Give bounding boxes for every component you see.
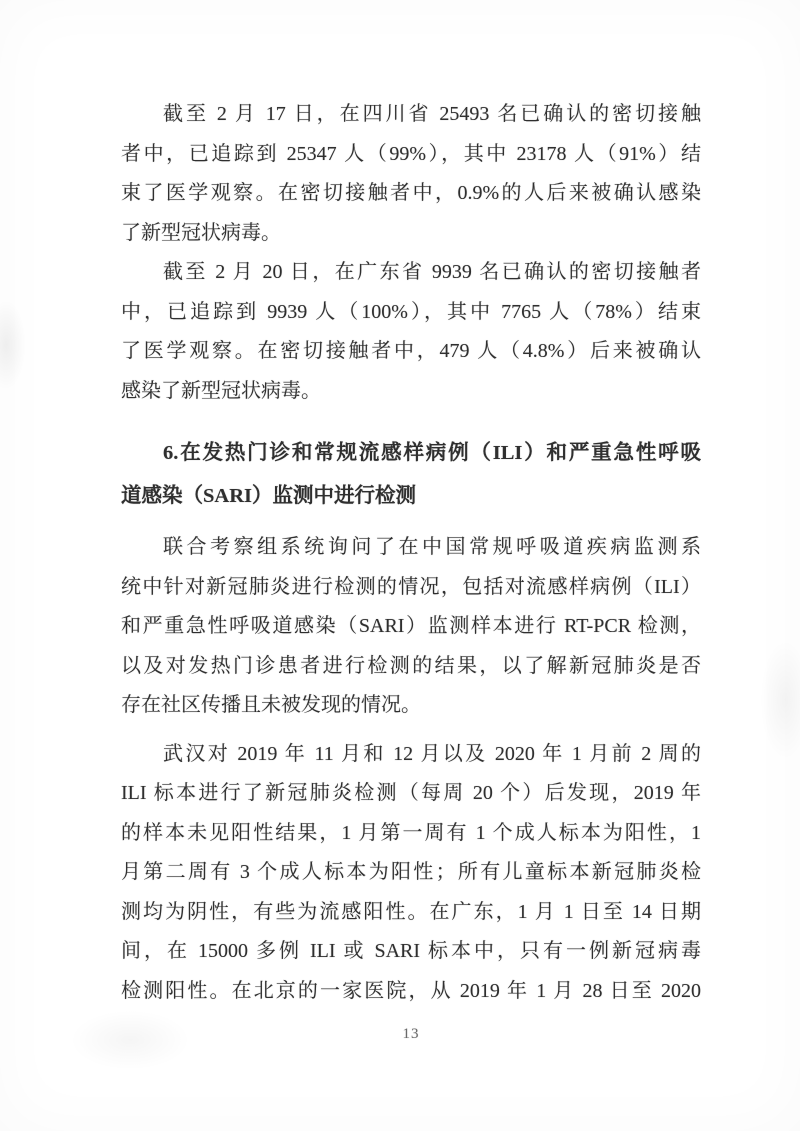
text-line: 间，在 15000 多例 ILI 或 SARI 标本中，只有一例新冠病毒 bbox=[121, 940, 701, 962]
paragraph-surveillance-testing bbox=[121, 528, 701, 726]
text-line: 联合考察组系统询问了在中国常规呼吸道疾病监测系 bbox=[163, 536, 701, 558]
text-line: 武汉对 2019 年 11 月和 12 月以及 2020 年 1 月前 2 周的 bbox=[163, 742, 701, 765]
text-line: 截至 2 月 20 日，在广东省 9939 名已确认的密切接触者 bbox=[163, 261, 701, 283]
page-content bbox=[121, 95, 701, 1043]
text-line: 统中针对新冠肺炎进行检测的情况，包括对流感样病例（ILI） bbox=[121, 575, 701, 598]
text-line: 束了医学观察。在密切接触者中，0.9%的人后来被确认感染 bbox=[121, 182, 701, 204]
heading-line: 道感染（SARI）监测中进行检测 bbox=[121, 485, 416, 507]
text-line: 的样本未见阳性结果，1 月第一周有 1 个成人标本为阳性，1 bbox=[121, 821, 701, 844]
text-line: 和严重急性呼吸道感染（SARI）监测样本进行 RT-PCR 检测， bbox=[121, 615, 701, 637]
paragraph-wuhan-ili-results bbox=[121, 735, 701, 1012]
text-line: 了医学观察。在密切接触者中，479 人（4.8%）后来被确认 bbox=[121, 340, 701, 362]
text-line: 测均为阴性，有些为流感阳性。在广东，1 月 1 日至 14 日期 bbox=[121, 900, 701, 923]
text-line: 月第二周有 3 个成人标本为阳性；所有儿童标本新冠肺炎检 bbox=[121, 861, 701, 883]
heading-line: 6.在发热门诊和常规流感样病例（ILI）和严重急性呼吸 bbox=[163, 442, 701, 464]
text-line: 者中，已追踪到 25347 人（99%），其中 23178 人（91%）结 bbox=[121, 142, 701, 165]
text-line: 检测阳性。在北京的一家医院，从 2019 年 1 月 28 日至 2020 bbox=[121, 979, 701, 1002]
paragraph-sichuan-contacts bbox=[121, 95, 701, 253]
page-number: 13 bbox=[402, 1026, 420, 1042]
text-line: 感染了新型冠状病毒。 bbox=[121, 379, 321, 402]
section-heading-ili-sari bbox=[121, 432, 701, 518]
text-line: ILI 标本进行了新冠肺炎检测（每周 20 个）后发现，2019 年 bbox=[121, 782, 701, 804]
text-line: 中，已追踪到 9939 人（100%），其中 7765 人（78%）结束 bbox=[121, 300, 701, 323]
text-line: 截至 2 月 17 日，在四川省 25493 名已确认的密切接触 bbox=[163, 103, 701, 125]
scan-smudge bbox=[0, 300, 26, 390]
text-line: 以及对发热门诊患者进行检测的结果，以了解新冠肺炎是否 bbox=[121, 654, 701, 677]
text-line: 了新型冠状病毒。 bbox=[121, 221, 281, 244]
text-line: 存在社区传播且未被发现的情况。 bbox=[121, 694, 421, 716]
paragraph-guangdong-contacts bbox=[121, 253, 701, 411]
scan-smudge bbox=[760, 640, 800, 760]
